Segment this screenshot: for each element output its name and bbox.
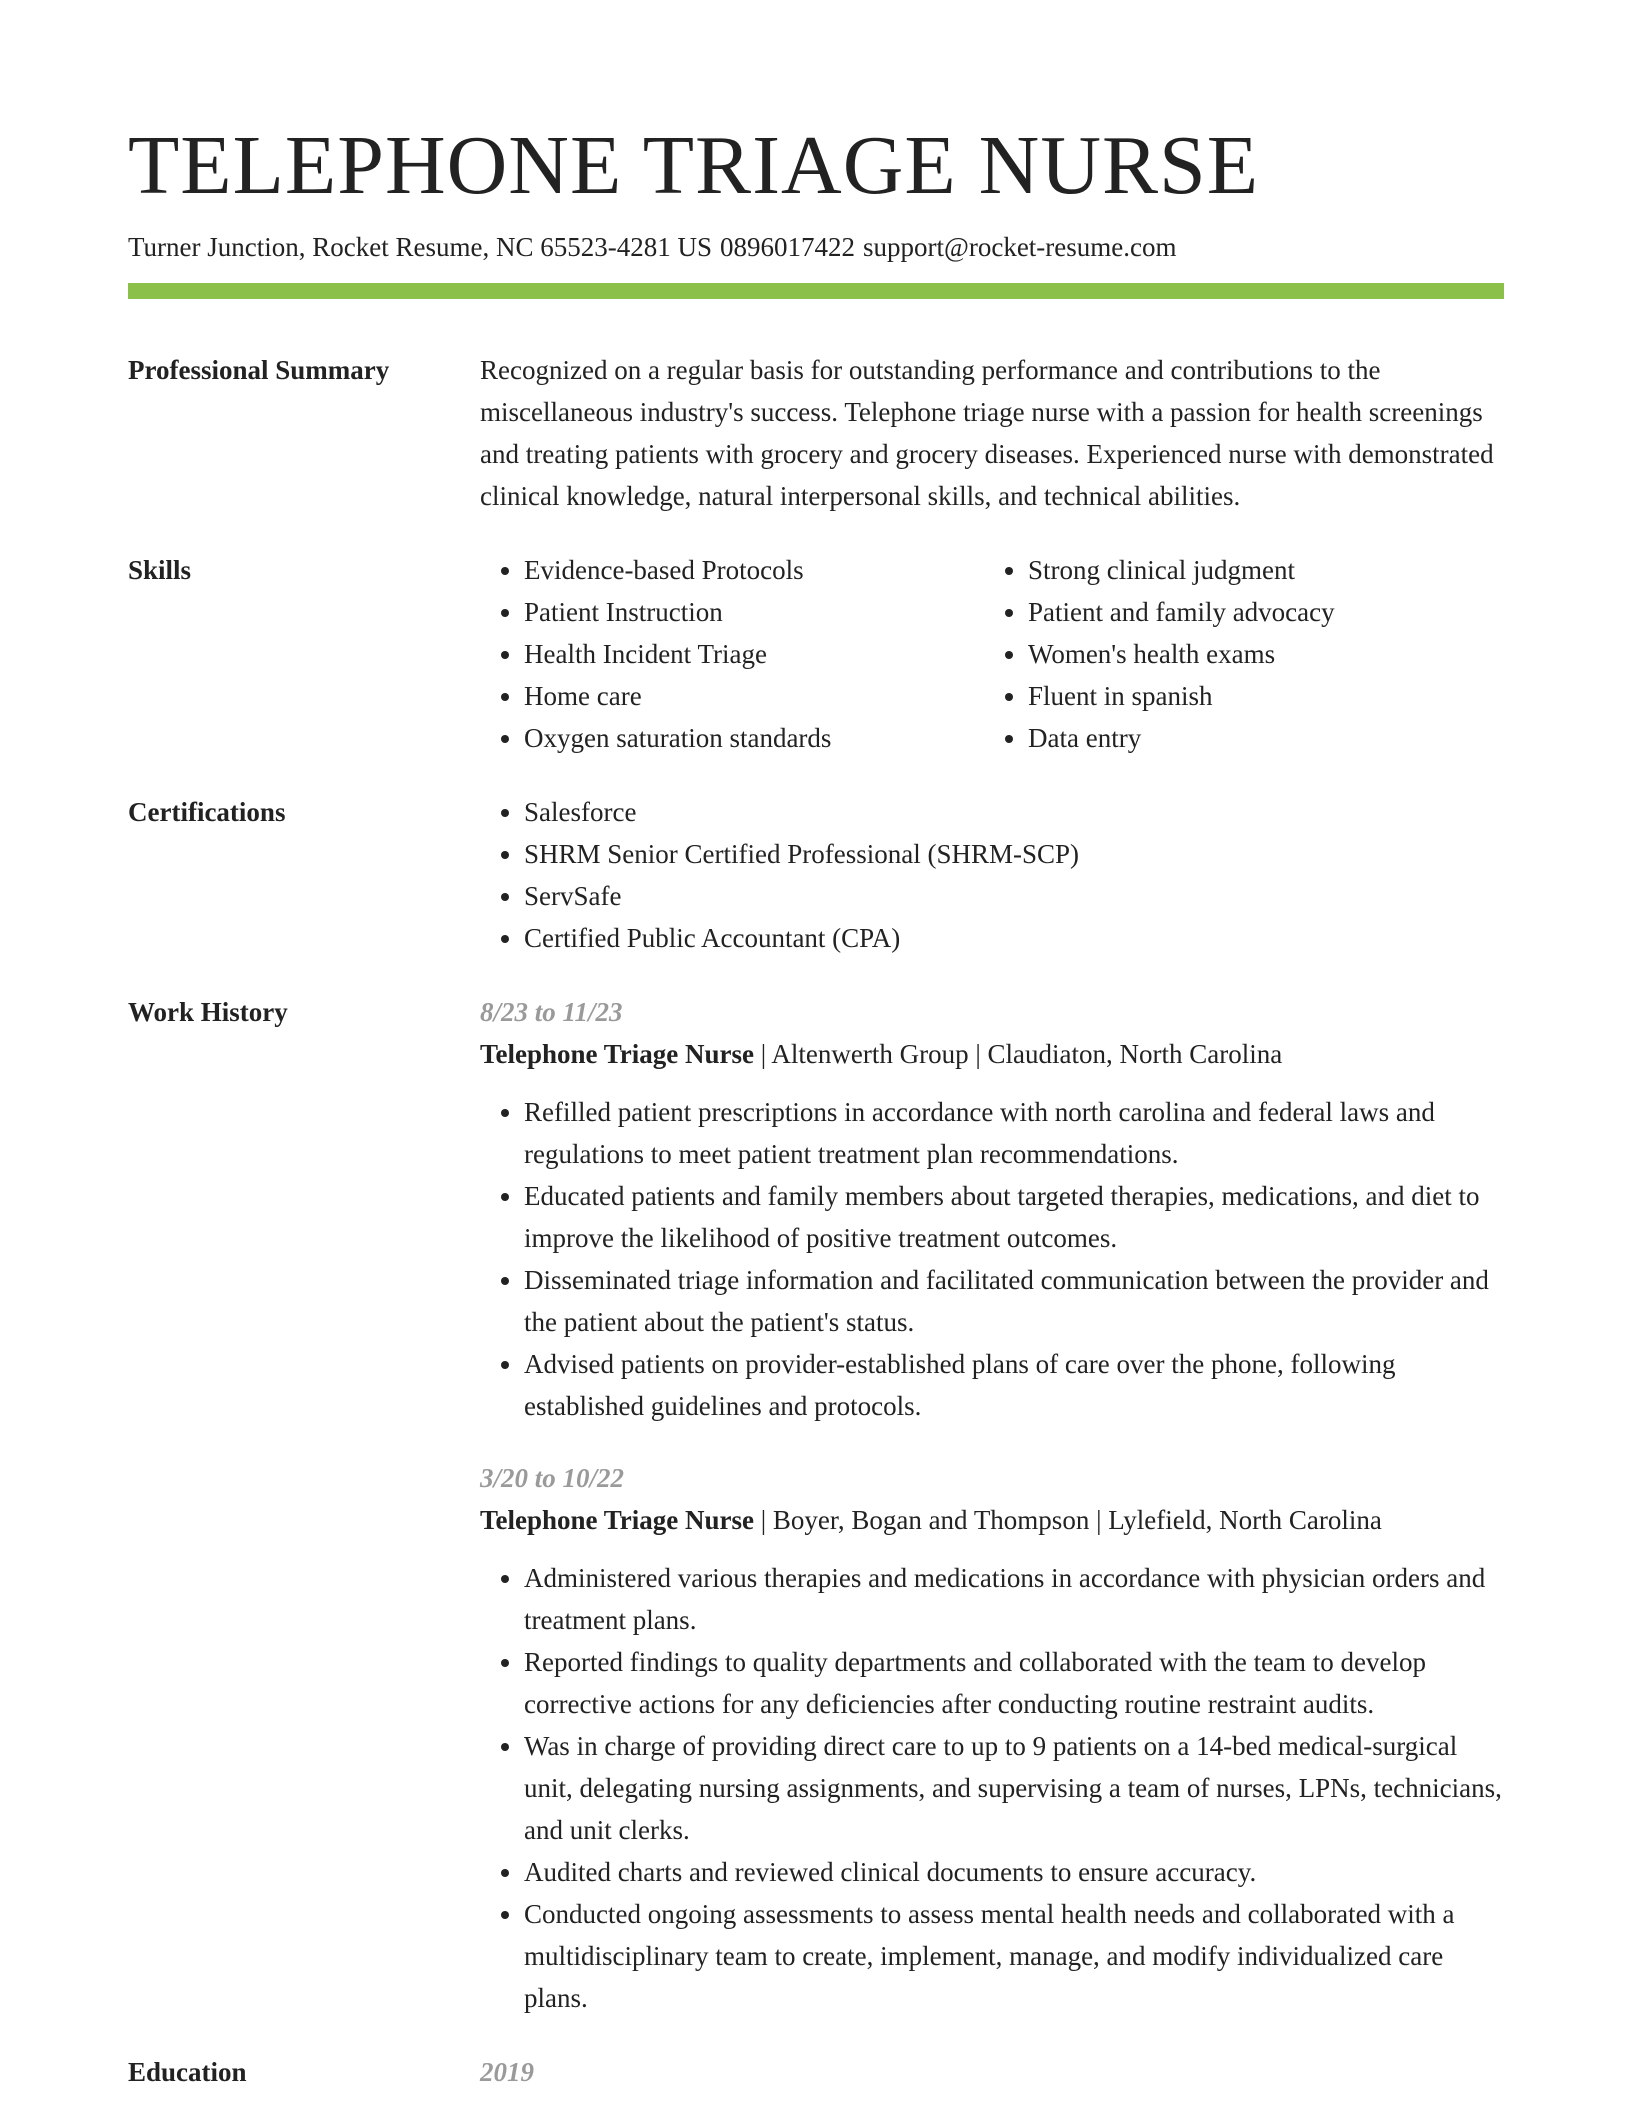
summary-label: Professional Summary	[128, 355, 390, 385]
job-title-line	[480, 1033, 1504, 1075]
skills-label: Skills	[128, 555, 192, 585]
job-duty-item: • Educated patients and family members about targeted therapies, medications, and diet to improve the likelihood of positive treatment outcomes.	[524, 1175, 1504, 1259]
skills-list-right	[984, 549, 1488, 759]
summary-section	[128, 349, 1504, 517]
skill-item: • Patient and family advocacy	[1028, 591, 1488, 633]
job-employer-location: | Altenwerth Group | Claudiaton, North Carolina	[754, 1039, 1283, 1069]
education-body	[480, 2051, 1504, 2093]
job-duty-item: • Reported findings to quality departments and collaborated with the team to develop corrective actions for any deficiencies after conducting routine restraint audits.	[524, 1641, 1504, 1725]
job-duties-list	[480, 1091, 1504, 1427]
resume-name-heading: TELEPHONE TRIAGE NURSE	[128, 119, 1260, 212]
certifications-list	[480, 791, 1504, 959]
job-title: Telephone Triage Nurse	[480, 1039, 755, 1069]
summary-body	[480, 349, 1504, 517]
work-history-label: Work History	[128, 997, 288, 1027]
job-duties-list	[480, 1557, 1504, 2019]
header-divider	[128, 283, 1504, 299]
contact-address: Turner Junction, Rocket Resume, NC 65523-4281 US	[128, 232, 712, 262]
skill-item: • Data entry	[1028, 717, 1488, 759]
job-entry	[480, 991, 1504, 1427]
work-history-section	[128, 991, 1504, 2019]
skill-item: • Fluent in spanish	[1028, 675, 1488, 717]
job-employer-location: | Boyer, Bogan and Thompson | Lylefield, North Carolina	[754, 1505, 1382, 1535]
skill-item: • Women's health exams	[1028, 633, 1488, 675]
skill-item: • Strong clinical judgment	[1028, 549, 1488, 591]
job-duty-item: • Administered various therapies and medications in accordance with physician orders and treatment plans.	[524, 1557, 1504, 1641]
skill-item: • Patient Instruction	[524, 591, 984, 633]
job-title: Telephone Triage Nurse	[480, 1505, 755, 1535]
job-title-line	[480, 1499, 1504, 1541]
job-duty-item: • Advised patients on provider-established plans of care over the phone, following established guidelines and protocols.	[524, 1343, 1504, 1427]
job-dates: 3/20 to 10/22	[480, 1463, 625, 1493]
certification-item: • ServSafe	[524, 875, 1504, 917]
education-date: 2019	[480, 2057, 534, 2087]
skills-section	[128, 549, 1504, 759]
job-entry	[480, 1457, 1504, 2019]
job-duty-item: • Audited charts and reviewed clinical documents to ensure accuracy.	[524, 1851, 1504, 1893]
job-duty-item: • Conducted ongoing assessments to assess mental health needs and collaborated with a multidisciplinary team to create, implement, manage, and modify individualized care plans.	[524, 1893, 1504, 2019]
certification-item: • Salesforce	[524, 791, 1504, 833]
resume-page	[128, 118, 1504, 2093]
skills-body	[480, 549, 1504, 759]
certifications-section	[128, 791, 1504, 959]
education-label: Education	[128, 2057, 247, 2087]
summary-text: Recognized on a regular basis for outstanding performance and contributions to the miscellaneous industry's success. Telephone triage nurse with a passion for health screenings and treating patients with grocery and grocery diseases. Experienced nurse with demonstrated clinical knowledge, natural interpersonal skills, and technical abilities.	[480, 355, 1494, 511]
job-dates: 8/23 to 11/23	[480, 997, 623, 1027]
skill-item: • Evidence-based Protocols	[524, 549, 984, 591]
contact-email: support@rocket-resume.com	[862, 232, 1177, 262]
certifications-body	[480, 791, 1504, 959]
work-history-body	[480, 991, 1504, 2019]
job-duty-item: • Disseminated triage information and facilitated communication between the provider and the patient about the patient's status.	[524, 1259, 1504, 1343]
contact-line	[128, 230, 1504, 264]
job-duty-item: • Was in charge of providing direct care to up to 9 patients on a 14-bed medical-surgical unit, delegating nursing assignments, and supervising a team of nurses, LPNs, technicians, and unit clerks.	[524, 1725, 1504, 1851]
contact-phone: 0896017422	[719, 232, 855, 262]
certification-item: • SHRM Senior Certified Professional (SHRM-SCP)	[524, 833, 1504, 875]
skill-item: • Home care	[524, 675, 984, 717]
skill-item: • Oxygen saturation standards	[524, 717, 984, 759]
skill-item: • Health Incident Triage	[524, 633, 984, 675]
skills-list-left	[480, 549, 984, 759]
education-section	[128, 2051, 1504, 2093]
job-duty-item: • Refilled patient prescriptions in accordance with north carolina and federal laws and regulations to meet patient treatment plan recommendations.	[524, 1091, 1504, 1175]
certification-item: • Certified Public Accountant (CPA)	[524, 917, 1504, 959]
certifications-label: Certifications	[128, 797, 286, 827]
